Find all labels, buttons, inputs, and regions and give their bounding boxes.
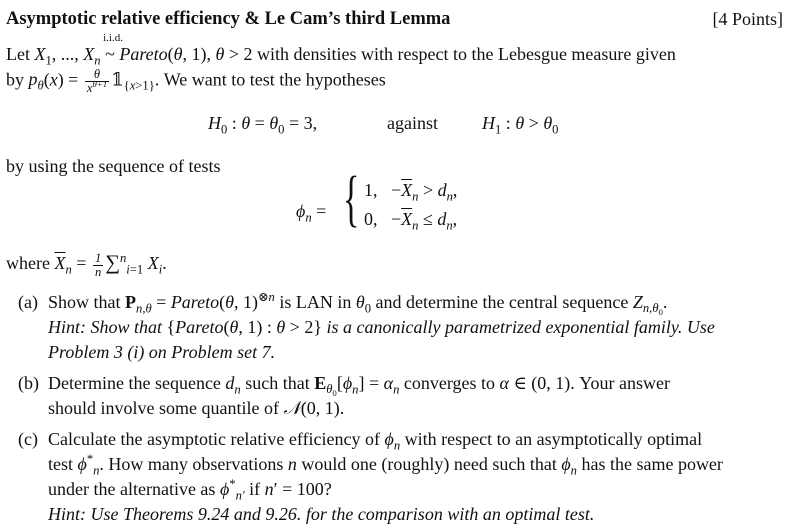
problem-header (6, 8, 783, 32)
test-phi-n: $\phi_n$ = (296, 201, 327, 225)
intro-line-2: by $p_\theta(x)$ = $\frac{\theta}{x^{\theta+1}}$ $𝟙_{\{x>1\}}$. We want to test the hypotheses (6, 67, 386, 96)
part-a-hint: Hint: Show that {Pareto(θ, 1) : θ > 2} is a canonically parametrized exponential family. Use (48, 317, 715, 337)
part-c-hint: Hint: Use Theorems 9.24 and 9.26. for the comparison with an optimal test. (48, 504, 595, 524)
cases-brace: { (343, 165, 360, 233)
tests-intro: by using the sequence of tests (6, 156, 221, 176)
hypothesis-against: against (387, 113, 438, 133)
hypothesis-h1: $H_1$ : $\theta > \theta_0$ (482, 113, 559, 137)
density-fraction: $\frac{\theta}{x^{\theta+1}}$ (86, 67, 108, 96)
intro-line-1: Let $X_1$, ..., $X_n$ i.i.d. ~ Pareto(θ, 1), θ > 2 with densities with respect to the Lebesgue measure given (6, 32, 676, 68)
sample-mean-definition: where $\overline{X}_n$ = $\frac{1}{n}$ ∑$^n_{i=1}$ $X_i$. (6, 250, 167, 279)
points-badge: [4 Points] (712, 9, 783, 29)
hypothesis-h0: $H_0$ : $\theta = \theta_0 = 3$, (208, 113, 318, 137)
part-c: (c) Calculate the asymptotic relative efficiency of $\phi_n$ with respect to an asymptotically optimal test $\phi^*_n$. How many observations n would one (roughly) need such that $\phi_n$ has the same power under the alternative as $\phi^*_{n'}$ if n′ = 100? Hint: Use Theorems 9.24 and 9.26. for the comparison with an optimal test. (18, 429, 723, 524)
part-a: (a) Show that $P_{n,\theta}$ = Pareto(θ, 1)$^{\otimes n}$ is LAN in $\theta_0$ and determine the central sequence $Z_{n,\theta_0}$. Hint: Show that {Pareto(θ, 1) : θ > 2} is a canonically parametrized exponential family. Use Problem 3 (i) on Problem set 7. (18, 290, 715, 362)
problem-title: Asymptotic relative efficiency & Le Cam’s third Lemma (6, 9, 451, 29)
case-zero: 0, $-\overline{X}_n \le d_n$, (364, 209, 458, 233)
case-one: 1, $-\overline{X}_n > d_n$, (364, 180, 458, 204)
part-b: (b) Determine the sequence $d_n$ such that $E_{\theta_0}[\phi_n] = \alpha_n$ converges to α ∈ (0, 1). Your answer should involve some quantile of 𝒩(0, 1). (18, 373, 670, 419)
iid-symbol: i.i.d. ~ (103, 32, 123, 64)
